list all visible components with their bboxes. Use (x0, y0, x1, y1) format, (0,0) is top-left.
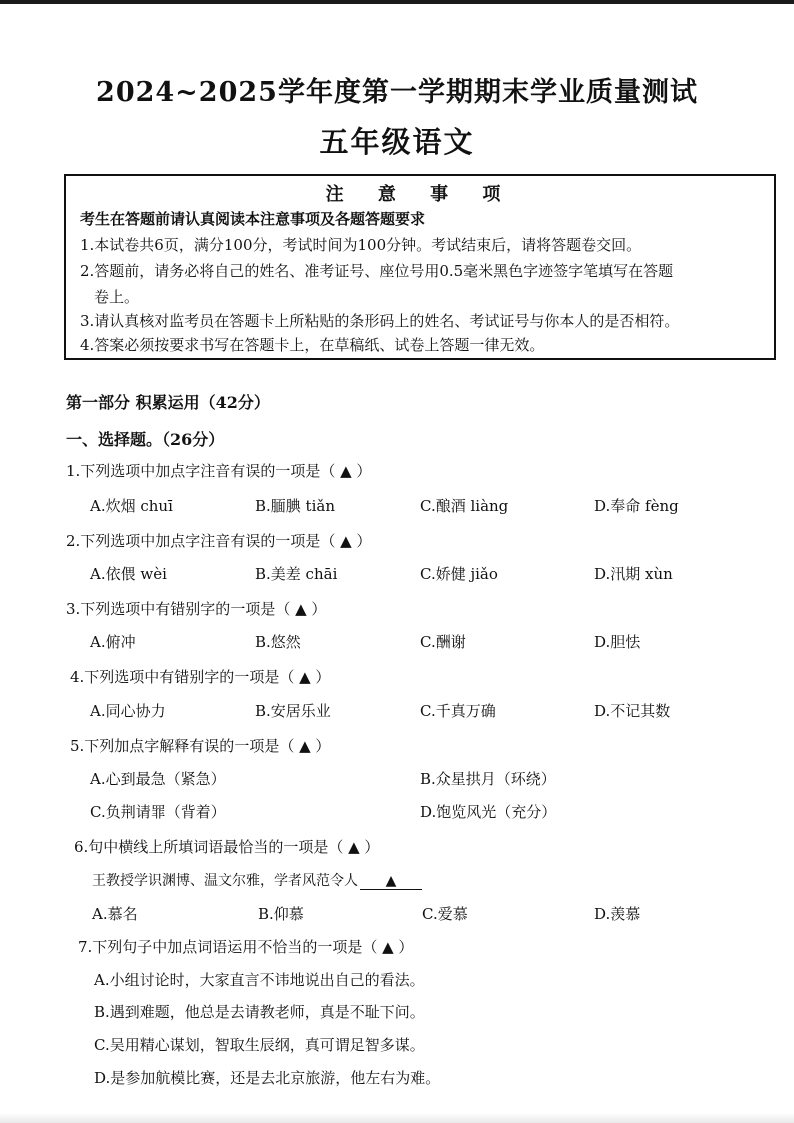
exam-title: 2024~2025学年度第一学期期末学业质量测试 (96, 77, 698, 108)
question-stem: 4.下列选项中有错别字的一项是（ ▲ ） (70, 668, 331, 686)
option-d: D.饱览风光（充分） (420, 803, 557, 821)
option-d: D.胆怯 (594, 633, 641, 651)
notice-item: 1.本试卷共6页，满分100分，考试时间为100分钟。考试结束后，请将答题卷交回。 (80, 236, 642, 254)
notice-box (64, 174, 776, 360)
option-c: C.千真万确 (420, 702, 496, 720)
option-c: C.负荆请罪（背着） (90, 803, 226, 821)
option-d: D.羡慕 (594, 905, 641, 923)
option-c: C.酿酒 liàng (420, 497, 509, 515)
question-stem: 7.下列句子中加点词语运用不恰当的一项是（ ▲ ） (78, 938, 414, 956)
option-d: D.汛期 xùn (594, 565, 673, 583)
notice-title: 注 意 事 项 (325, 184, 515, 205)
option-a: A.慕名 (92, 905, 138, 923)
question-stem: 5.下列加点字解释有误的一项是（ ▲ ） (70, 737, 331, 755)
question-stem: 2.下列选项中加点字注音有误的一项是（ ▲ ） (66, 532, 372, 550)
question-stem: 1.下列选项中加点字注音有误的一项是（ ▲ ） (66, 462, 372, 480)
section-heading: 一、选择题。（26分） (66, 430, 225, 449)
notice-intro: 考生在答题前请认真阅读本注意事项及各题答题要求 (80, 210, 426, 228)
option-c: C.爱慕 (422, 905, 468, 923)
notice-item: 2.答题前，请务必将自己的姓名、准考证号、座位号用0.5毫米黑色字迹签字笔填写在答题 (80, 262, 674, 280)
option-b: B.安居乐业 (255, 702, 331, 720)
notice-item: 3.请认真核对监考员在答题卡上所粘贴的条形码上的姓名、考试证号与你本人的是否相符。 (80, 312, 680, 330)
answer-blank: ▲ (360, 873, 422, 890)
option-a: A.心到最急（紧急） (90, 770, 226, 788)
option-b: B.遇到难题，他总是去请教老师，真是不耻下问。 (94, 1003, 425, 1021)
option-d: D.不记其数 (594, 702, 671, 720)
option-c: C.娇健 jiǎo (420, 565, 498, 583)
option-a: A.炊烟 chuī (90, 497, 173, 515)
option-c: C.酬谢 (420, 633, 466, 651)
option-b: B.悠然 (255, 633, 301, 651)
question-stem: 6.句中横线上所填词语最恰当的一项是（ ▲ ） (74, 838, 380, 856)
option-b: B.美差 chāi (255, 565, 338, 583)
option-a: A.俯冲 (90, 633, 136, 651)
option-b: B.仰慕 (258, 905, 304, 923)
notice-item: 卷上。 (94, 288, 140, 306)
option-d: D.奉命 fèng (594, 497, 679, 515)
question-stem: 3.下列选项中有错别字的一项是（ ▲ ） (66, 600, 327, 618)
top-border (0, 0, 794, 4)
sentence-text: 王教授学识渊博、温文尔雅，学者风范令人 (92, 873, 358, 889)
page-bottom-edge (0, 1113, 794, 1123)
part-heading: 第一部分 积累运用（42分） (66, 393, 270, 412)
question-sentence (92, 870, 422, 890)
option-b: B.众星拱月（环绕） (420, 770, 556, 788)
option-c: C.吴用精心谋划，智取生辰纲，真可谓足智多谋。 (94, 1036, 425, 1054)
option-a: A.依偎 wèi (90, 565, 167, 583)
notice-item: 4.答案必须按要求书写在答题卡上，在草稿纸、试卷上答题一律无效。 (80, 336, 545, 354)
option-a: A.小组讨论时，大家直言不讳地说出自己的看法。 (94, 971, 425, 989)
exam-subtitle: 五年级语文 (319, 125, 475, 159)
option-d: D.是参加航模比赛，还是去北京旅游，他左右为难。 (94, 1069, 441, 1087)
option-a: A.同心协力 (90, 702, 166, 720)
option-b: B.腼腆 tiǎn (255, 497, 335, 515)
